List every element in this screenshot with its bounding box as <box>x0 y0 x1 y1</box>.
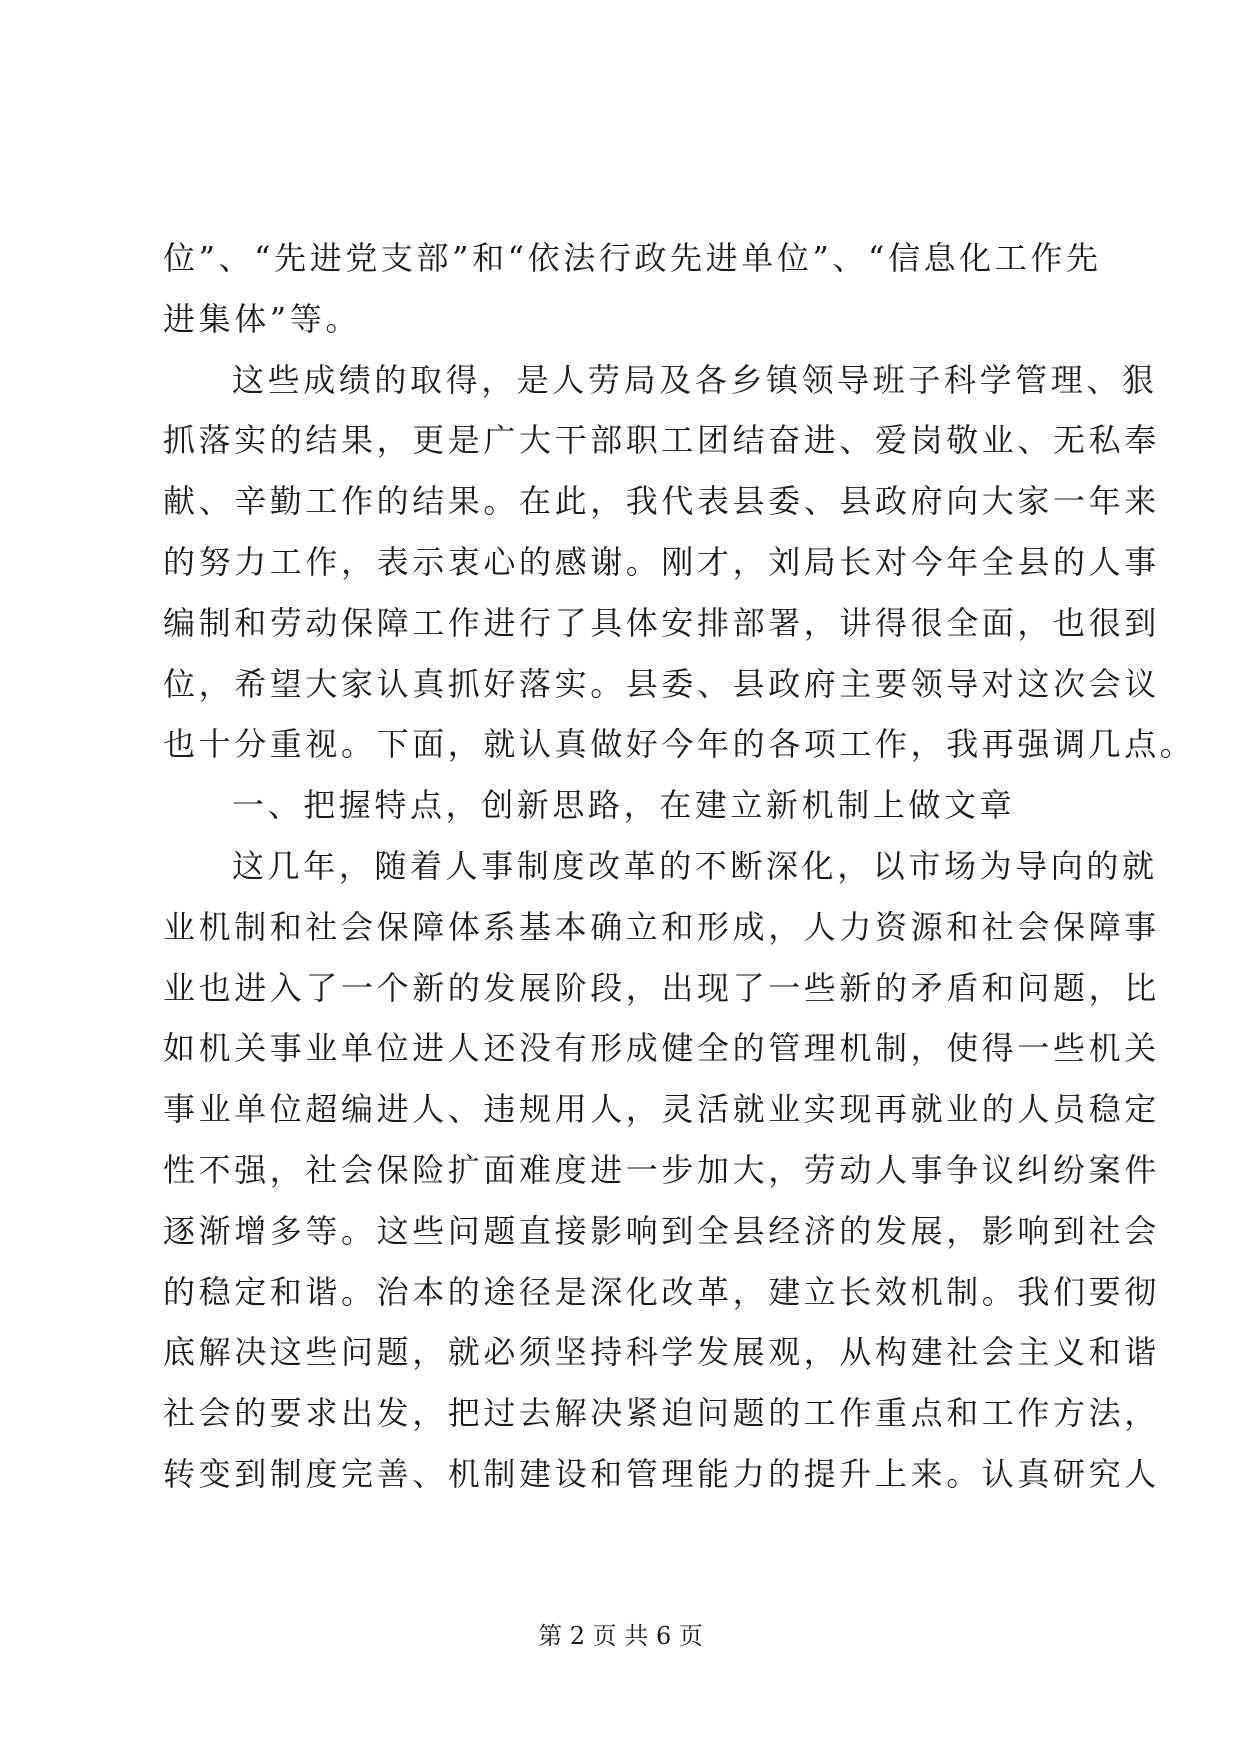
text-line: 如机关事业单位进人还没有形成健全的管理机制，使得一些机关 <box>163 1029 1160 1068</box>
text-line: 的努力工作，表示衷心的感谢。刚才，刘局长对今年全县的人事 <box>163 542 1160 581</box>
text-line: 事业单位超编进人、违规用人，灵活就业实现再就业的人员稳定 <box>163 1090 1160 1129</box>
text-line: 这些成绩的取得，是人劳局及各乡镇领导班子科学管理、狠 <box>232 360 1158 399</box>
text-line: 的稳定和谐。治本的途径是深化改革，建立长效机制。我们要彻 <box>163 1272 1160 1311</box>
text-line: 业机制和社会保障体系基本确立和形成，人力资源和社会保障事 <box>163 907 1160 946</box>
body-text <box>163 228 1196 1505</box>
text-line: 逐渐增多等。这些问题直接影响到全县经济的发展，影响到社会 <box>163 1211 1160 1250</box>
text-line: 性不强，社会保险扩面难度进一步加大，劳动人事争议纠纷案件 <box>163 1150 1160 1189</box>
text-line: 位”、“先进党支部”和“依法行政先进单位”、“信息化工作先 <box>163 239 1102 277</box>
text-line: 位，希望大家认真抓好落实。县委、县政府主要领导对这次会议 <box>163 664 1160 703</box>
text-line: 转变到制度完善、机制建设和管理能力的提升上来。认真研究人 <box>163 1454 1160 1493</box>
text-line: 一、把握特点，创新思路，在建立新机制上做文章 <box>232 786 1016 825</box>
text-line: 献、辛勤工作的结果。在此，我代表县委、县政府向大家一年来 <box>163 482 1160 521</box>
text-line: 这几年，随着人事制度改革的不断深化，以市场为导向的就 <box>232 846 1158 885</box>
text-line: 业也进入了一个新的发展阶段，出现了一些新的矛盾和问题，比 <box>163 968 1160 1007</box>
text-line: 也十分重视。下面，就认真做好今年的各项工作，我再强调几点。 <box>163 725 1196 764</box>
text-line: 底解决这些问题，就必须坚持科学发展观，从构建社会主义和谐 <box>163 1333 1160 1372</box>
text-line: 社会的要求出发，把过去解决紧迫问题的工作重点和工作方法， <box>163 1394 1160 1433</box>
text-line: 进集体”等。 <box>163 299 361 338</box>
text-line: 抓落实的结果，更是广大干部职工团结奋进、爱岗敬业、无私奉 <box>163 421 1160 460</box>
text-line: 编制和劳动保障工作进行了具体安排部署，讲得很全面，也很到 <box>163 603 1160 642</box>
page-number-footer: 第 2 页 共 6 页 <box>538 1622 703 1650</box>
